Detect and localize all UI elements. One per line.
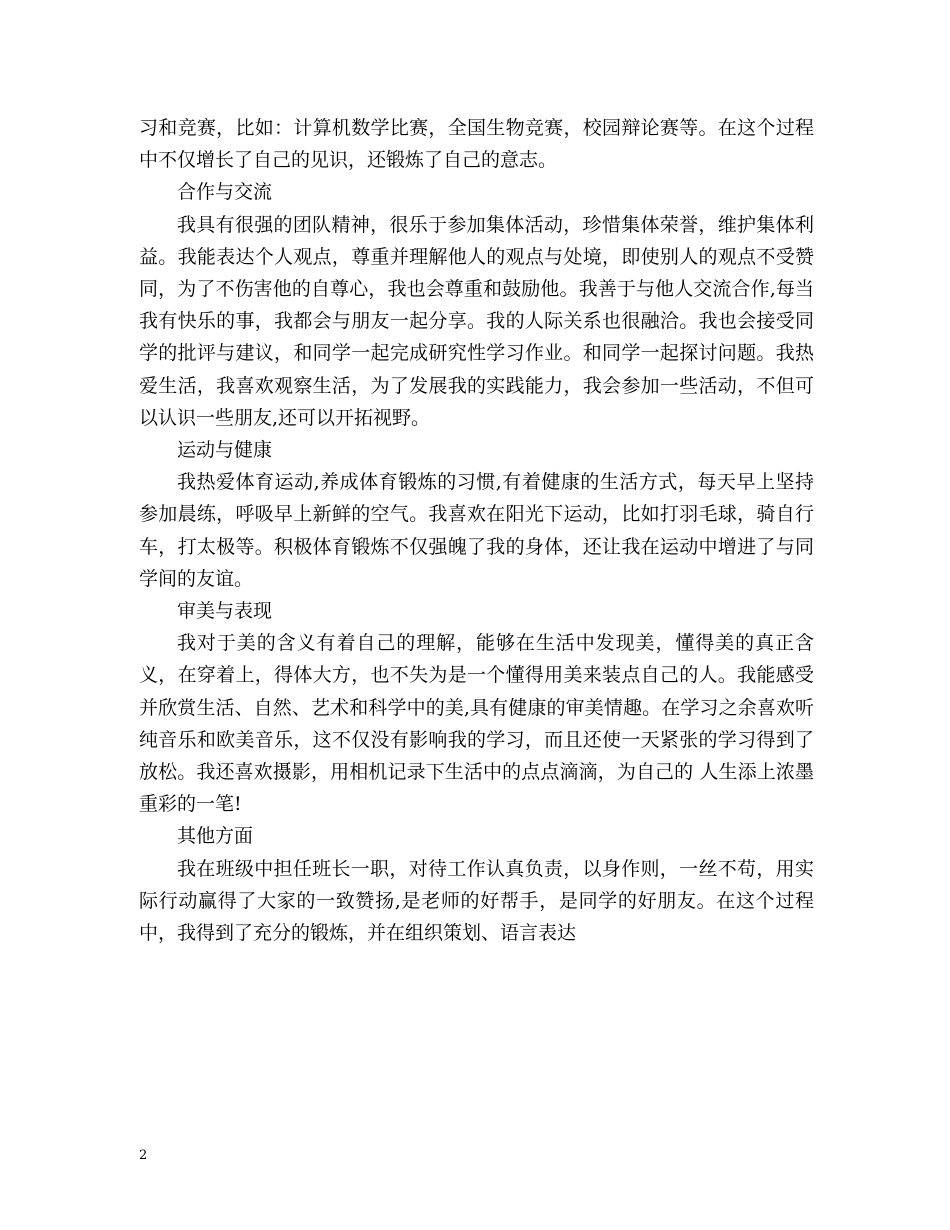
section-heading-sports-health: 运动与健康 [177,439,273,462]
paragraph-aesthetics: 我对于美的含义有着自己的理解，能够在生活中发现美，懂得美的真正含义，在穿着上，得体大方，也不失为是一个懂得用美来装点自己的人。我能感受并欣赏生活、自然、艺术和科学中的美,具有健康的审美情趣。在学习之余喜欢听纯音乐和欧美音乐，这不仅没有影响我的学习，而且还使一天紧张的学习得到了放松。我还喜欢摄影，用相机记录下生活中的点点滴滴，为自己的 人生添上浓墨重彩的一笔! [139,632,814,816]
paragraph-competitions-continued: 习和竞赛，比如：计算机数学比赛，全国生物竞赛，校园辩论赛等。在这个过程中不仅增长了自己的见识，还锻炼了自己的意志。 [139,117,814,172]
section-heading-other: 其他方面 [177,825,254,848]
paragraph-other: 我在班级中担任班长一职，对待工作认真负责，以身作则，一丝不苟，用实际行动赢得了大家的一致赞扬,是老师的好帮手，是同学的好朋友。在这个过程中，我得到了充分的锻炼，并在组织策划、语言表达 [139,857,814,945]
document-body [139,112,814,949]
paragraph-sports-health: 我热爱体育运动,养成体育锻炼的习惯,有着健康的生活方式，每天早上坚持参加晨练，呼吸早上新鲜的空气。我喜欢在阳光下运动，比如打羽毛球，骑自行车，打太极等。积极体育锻炼不仅强魄了我的身体，还让我在运动中增进了与同学间的友谊。 [139,471,814,590]
paragraph-cooperation: 我具有很强的团队精神，很乐于参加集体活动，珍惜集体荣誉，维护集体利益。我能表达个人观点，尊重并理解他人的观点与处境，即使别人的观点不受赞同，为了不伤害他的自尊心，我也会尊重和鼓励他。我善于与他人交流合作,每当我有快乐的事，我都会与朋友一起分享。我的人际关系也很融洽。我也会接受同学的批评与建议，和同学一起完成研究性学习作业。和同学一起探讨问题。我热爱生活，我喜欢观察生活，为了发展我的实践能力，我会参加一些活动，不但可以认识一些朋友,还可以开拓视野。 [139,213,814,429]
page-number: 2 [139,1148,148,1163]
section-heading-aesthetics: 审美与表现 [177,600,273,623]
section-heading-cooperation: 合作与交流 [177,181,273,204]
